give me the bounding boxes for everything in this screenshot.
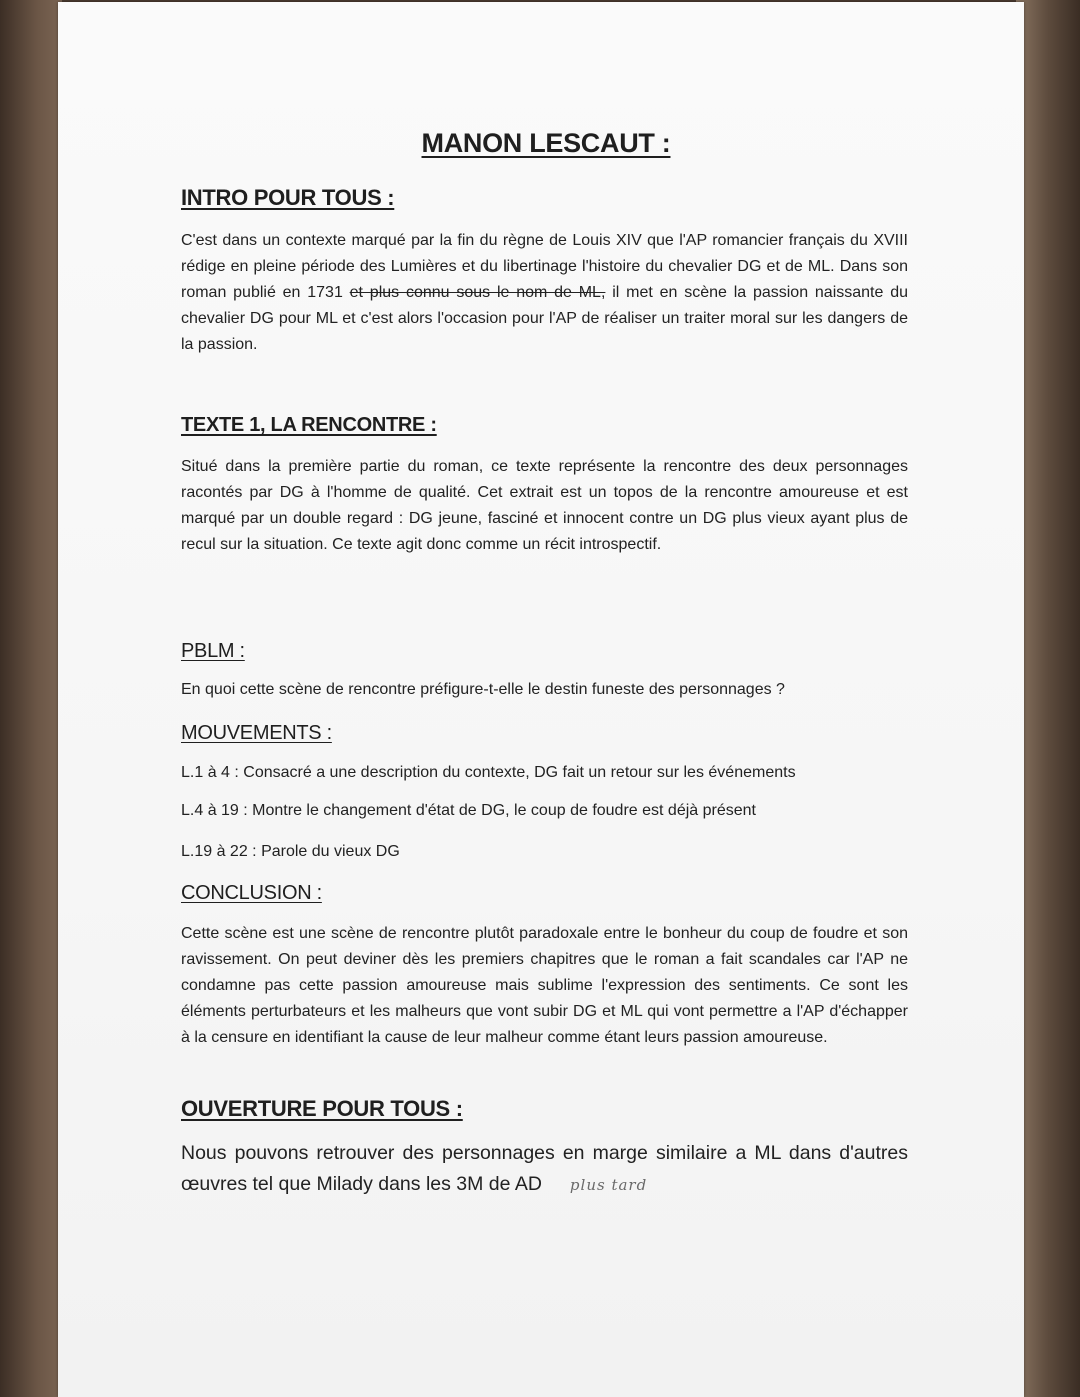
ouverture-text: Nous pouvons retrouver des personnages en marge similaire a ML dans d'autres œuvres tel que Milady dans les 3M de AD [181, 1142, 908, 1195]
background-right [1016, 0, 1080, 1397]
handwritten-note: plus tard [569, 1176, 648, 1194]
intro-struck-text: et plus connu sous le nom de ML, [349, 284, 606, 301]
ouverture-paragraph [181, 1138, 908, 1201]
conclusion-paragraph: Cette scène est une scène de rencontre plutôt paradoxale entre le bonheur du coup de foudre et son ravissement. On peut deviner dès les premiers chapitres que le roman a fait scandales car l'AP ne condamne pas cette passion amoureuse mais sublime l'expression des sentiments. Ce sont les éléments perturbateurs et les malheurs que vont subir DG et ML qui vont permettre a l'AP d'échapper à la censure en identifiant la cause de leur malheur comme étant leurs passion amoureuse. [181, 925, 908, 1046]
intro-paragraph [181, 228, 908, 358]
mouvements-heading: MOUVEMENTS : [181, 722, 332, 744]
intro-text-part1: C'est dans un contexte marqué par la fin du règne de Louis XIV que l'AP romancier français du XVIII rédige en pleine période des Lumières et du libertinage l'histoire du chevalier DG et de ML. Dans son roman publié en 1731 [181, 232, 908, 301]
pblm-text: En quoi cette scène de rencontre préfigure-t-elle le destin funeste des personnages ? [181, 681, 785, 698]
conclusion-heading: CONCLUSION : [181, 882, 322, 904]
mouvement-item-1: L.1 à 4 : Consacré a une description du contexte, DG fait un retour sur les événements [181, 764, 796, 781]
document-content [58, 2, 1024, 1397]
paper-sheet [58, 2, 1024, 1397]
texte1-paragraph: Situé dans la première partie du roman, ce texte représente la rencontre des deux personnages racontés par DG à l'homme de qualité. Cet extrait est un topos de la rencontre amoureuse et est marqué par un double regard : DG jeune, fasciné et innocent contre un DG plus vieux ayant plus de recul sur la situation. Ce texte agit donc comme un récit introspectif. [181, 458, 908, 553]
ouverture-heading: OUVERTURE POUR TOUS : [181, 1096, 463, 1121]
background-left [0, 0, 62, 1397]
intro-text-part2: il met en scène la passion naissante du chevalier DG pour ML et c'est alors l'occasion pour l'AP de réaliser un traiter moral sur les dangers de la passion. [181, 284, 908, 353]
pblm-heading: PBLM : [181, 640, 245, 662]
mouvement-item-2: L.4 à 19 : Montre le changement d'état de DG, le coup de foudre est déjà présent [181, 802, 756, 819]
mouvement-item-3: L.19 à 22 : Parole du vieux DG [181, 843, 400, 860]
texte1-heading: TEXTE 1, LA RENCONTRE : [181, 414, 437, 436]
intro-heading: INTRO POUR TOUS : [181, 185, 395, 210]
document-title: MANON LESCAUT : [421, 128, 671, 158]
